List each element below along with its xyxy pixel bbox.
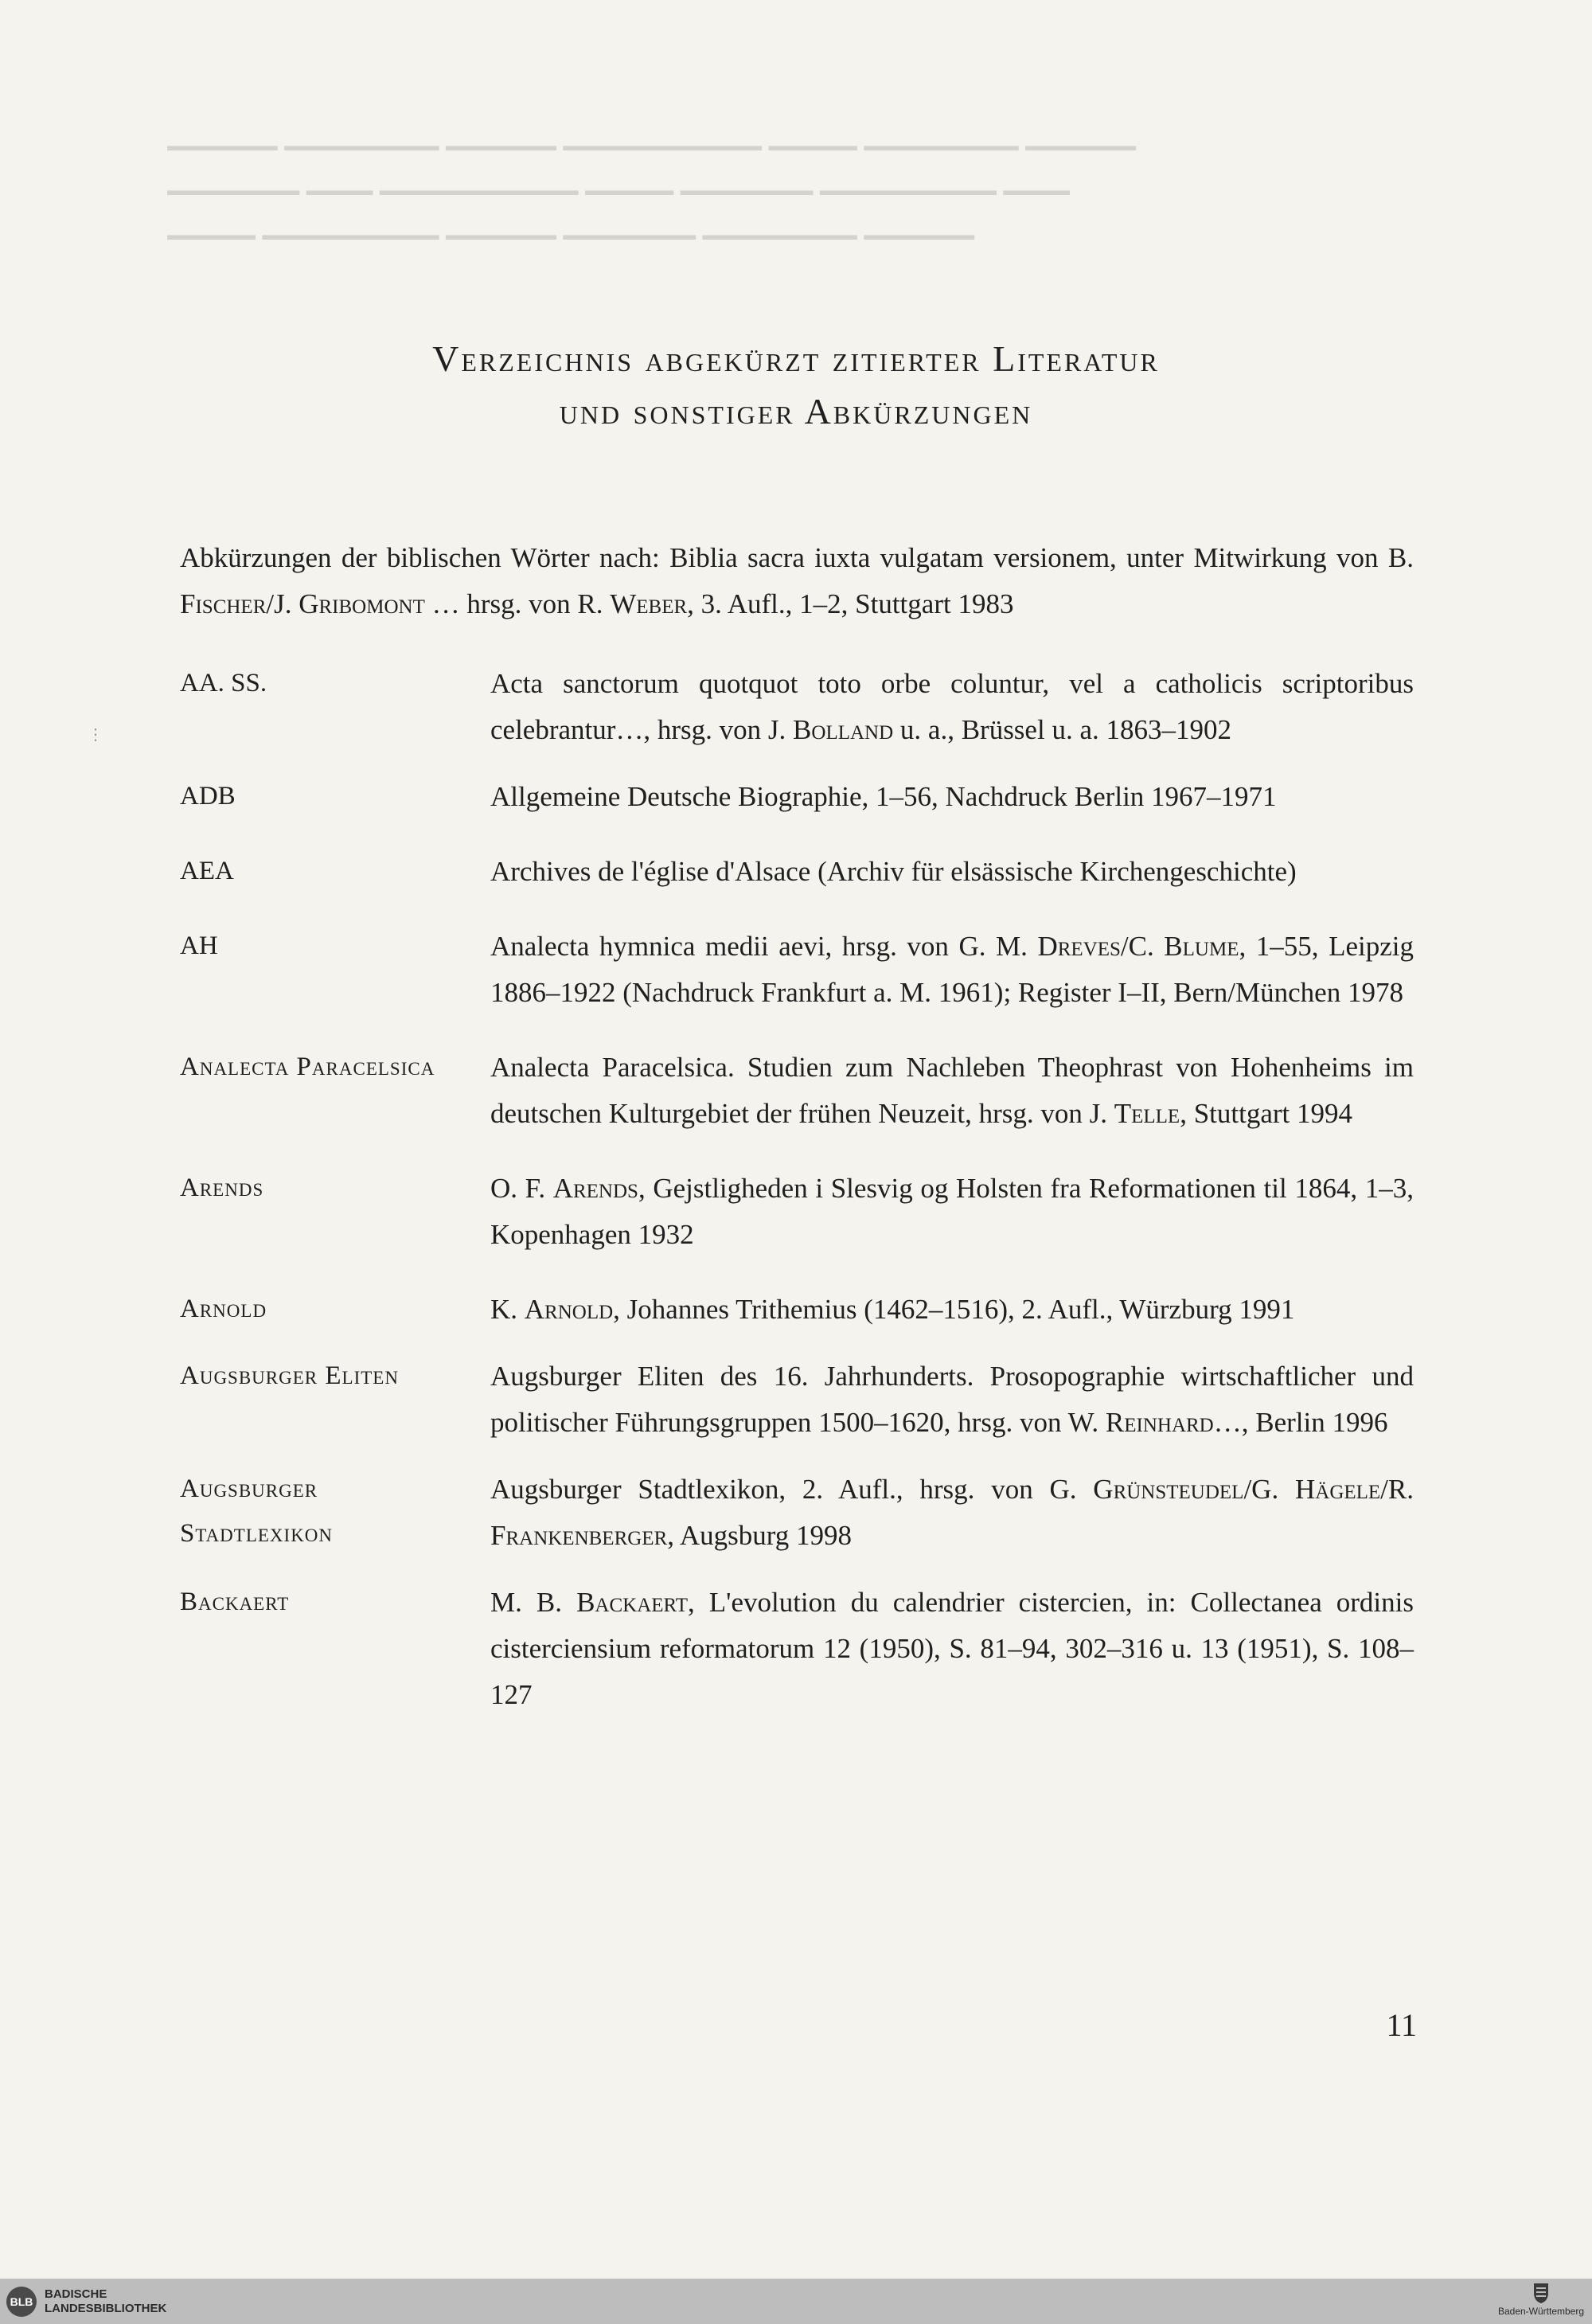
entry-text: …, Berlin 1996 bbox=[1213, 1407, 1388, 1438]
entry-text: Analecta Paracelsica. Studien zum Nachleben Theophrast von Hohenheims im deutschen Kulturgebiet der frühen Neuzeit, hrsg. von J. bbox=[490, 1052, 1414, 1129]
entry-abbreviation: Augsburger Eliten bbox=[180, 1361, 399, 1390]
entry-description bbox=[490, 774, 1414, 820]
intro-text: , 3. Aufl., 1–2, Stuttgart 1983 bbox=[687, 588, 1014, 619]
entry-text: u. a., Brüssel u. a. 1863–1902 bbox=[893, 714, 1231, 745]
entry-author: Arnold bbox=[524, 1294, 614, 1325]
bleed-through-texture: ▁▁▁▁▁ ▁▁▁▁▁▁▁ ▁▁▁▁▁ ▁▁▁▁▁▁▁▁▁ ▁▁▁▁ ▁▁▁▁▁▁▁ ▁▁▁▁▁ ▁▁▁▁▁▁ ▁▁▁ ▁▁▁▁▁▁▁▁▁ ▁▁▁▁ ▁▁▁▁▁▁ ▁▁▁▁▁▁▁▁ ▁▁▁ ▁▁▁▁ ▁▁▁▁▁▁▁▁ ▁▁▁▁▁ ▁▁▁▁▁▁ ▁▁▁▁▁▁▁ ▁▁▁▁▁ bbox=[167, 118, 1136, 239]
intro-name: Weber bbox=[610, 588, 688, 619]
entry-text: Augsburger Eliten des 16. Jahrhunderts. Prosopographie wirtschaftlicher und politischer Führungsgruppen 1500–1620, hrsg. von W. bbox=[490, 1361, 1414, 1438]
entry-author: Dreves/C. Blume bbox=[1037, 931, 1239, 962]
entry-abbreviation: ADB bbox=[180, 782, 236, 810]
entry-abbreviation: AA. SS. bbox=[180, 669, 267, 697]
abbreviation-entry bbox=[180, 1166, 1414, 1258]
entry-text: , Johannes Trithemius (1462–1516), 2. Aufl., Würzburg 1991 bbox=[613, 1294, 1295, 1325]
entry-text: , Stuttgart 1994 bbox=[1180, 1098, 1353, 1129]
coat-of-arms-icon bbox=[1532, 2282, 1550, 2304]
entry-text: Archives de l'église d'Alsace (Archiv für elsässische Kirchengeschichte) bbox=[490, 856, 1297, 887]
intro-name: Fischer bbox=[180, 588, 267, 619]
entry-author: Telle bbox=[1114, 1098, 1180, 1129]
abbreviation-entry bbox=[180, 1353, 1414, 1446]
intro-text: /J. bbox=[266, 588, 299, 619]
entry-text: Analecta hymnica medii aevi, hrsg. von G. M. bbox=[490, 931, 1038, 962]
entry-description bbox=[490, 1580, 1414, 1718]
entry-description bbox=[490, 1467, 1414, 1559]
abbreviation-entry bbox=[180, 1580, 1414, 1718]
title-line-1: Verzeichnis abgekürzt zitierter Literatur bbox=[432, 338, 1160, 379]
library-name-line-1: BADISCHE bbox=[45, 2287, 107, 2301]
entry-text: Acta sanctorum quotquot toto orbe coluntur, vel a catholicis scriptoribus celebrantur…, hrsg. von J. bbox=[490, 668, 1414, 745]
entry-text: , Gejstligheden i Slesvig og Holsten fra Reformationen til 1864, 1–3, Kopenhagen 1932 bbox=[490, 1173, 1414, 1250]
entry-abbreviation: Analecta Paracelsica bbox=[180, 1053, 435, 1081]
state-label: Baden-Württemberg bbox=[1497, 2306, 1585, 2317]
entry-abbreviation: AEA bbox=[180, 857, 234, 885]
intro-paragraph bbox=[180, 535, 1414, 627]
entry-author: Bolland bbox=[793, 714, 894, 745]
entry-text: M. B. bbox=[490, 1587, 577, 1618]
entry-text: O. F. bbox=[490, 1173, 553, 1204]
entry-author: Backaert bbox=[576, 1587, 688, 1618]
entry-description bbox=[490, 924, 1414, 1016]
blb-logo-icon[interactable]: BLB bbox=[6, 2287, 37, 2317]
entry-text: K. bbox=[490, 1294, 525, 1325]
entry-description bbox=[490, 849, 1414, 895]
abbreviation-entry bbox=[180, 1287, 1414, 1333]
entry-abbreviation: Augsburger Stadtlexikon bbox=[180, 1474, 334, 1548]
entry-description bbox=[490, 1287, 1414, 1333]
intro-name: Gribomont bbox=[298, 588, 425, 619]
page-title bbox=[159, 333, 1433, 438]
abbreviation-entry bbox=[180, 661, 1414, 753]
entry-text: , Augsburg 1998 bbox=[667, 1520, 852, 1551]
entry-author: Reinhard bbox=[1105, 1407, 1214, 1438]
entry-description bbox=[490, 1045, 1414, 1137]
intro-text: … hrsg. von R. bbox=[424, 588, 611, 619]
library-footer-bar bbox=[0, 2279, 1592, 2324]
abbreviation-entry bbox=[180, 849, 1414, 895]
margin-dots: ⋮ bbox=[88, 726, 103, 744]
abbreviation-entry bbox=[180, 1467, 1414, 1559]
entry-text: , L'evolution du calendrier cistercien, in: Collectanea ordinis cisterciensium reformatorum 12 (1950), S. 81–94, 302–316 u. 13 (1951), S. 108–127 bbox=[490, 1587, 1414, 1710]
abbreviation-entry bbox=[180, 1045, 1414, 1137]
library-name[interactable] bbox=[45, 2287, 166, 2316]
abbreviation-list bbox=[180, 661, 1414, 1718]
entry-text: Augsburger Stadtlexikon, 2. Aufl., hrsg. von G. bbox=[490, 1474, 1094, 1505]
page-number: 11 bbox=[1386, 2007, 1417, 2043]
entry-abbreviation: Backaert bbox=[180, 1588, 290, 1616]
title-line-2: und sonstiger Abkürzungen bbox=[559, 391, 1033, 432]
entry-abbreviation: AH bbox=[180, 932, 218, 960]
entry-text: , 1–55, Leipzig 1886–1922 (Nachdruck Frankfurt a. M. 1961); Register I–II, Bern/München 1978 bbox=[490, 931, 1414, 1008]
abbreviation-entry bbox=[180, 924, 1414, 1016]
entry-text: Allgemeine Deutsche Biographie, 1–56, Nachdruck Berlin 1967–1971 bbox=[490, 781, 1277, 812]
entry-description bbox=[490, 1353, 1414, 1446]
entry-abbreviation: Arends bbox=[180, 1174, 264, 1202]
library-name-line-2: LANDESBIBLIOTHEK bbox=[45, 2302, 167, 2315]
entry-author: Arends bbox=[552, 1173, 638, 1204]
entry-author: Grünsteudel/G. Hägele/R. Frankenberger bbox=[490, 1474, 1414, 1551]
abbreviation-entry bbox=[180, 774, 1414, 820]
entry-abbreviation: Arnold bbox=[180, 1295, 267, 1323]
entry-description bbox=[490, 661, 1414, 753]
baden-wuerttemberg-logo[interactable] bbox=[1493, 2282, 1589, 2317]
entry-description bbox=[490, 1166, 1414, 1258]
intro-text: Abkürzungen der biblischen Wörter nach: Biblia sacra iuxta vulgatam versionem, unter Mitwirkung von B. bbox=[180, 542, 1414, 573]
